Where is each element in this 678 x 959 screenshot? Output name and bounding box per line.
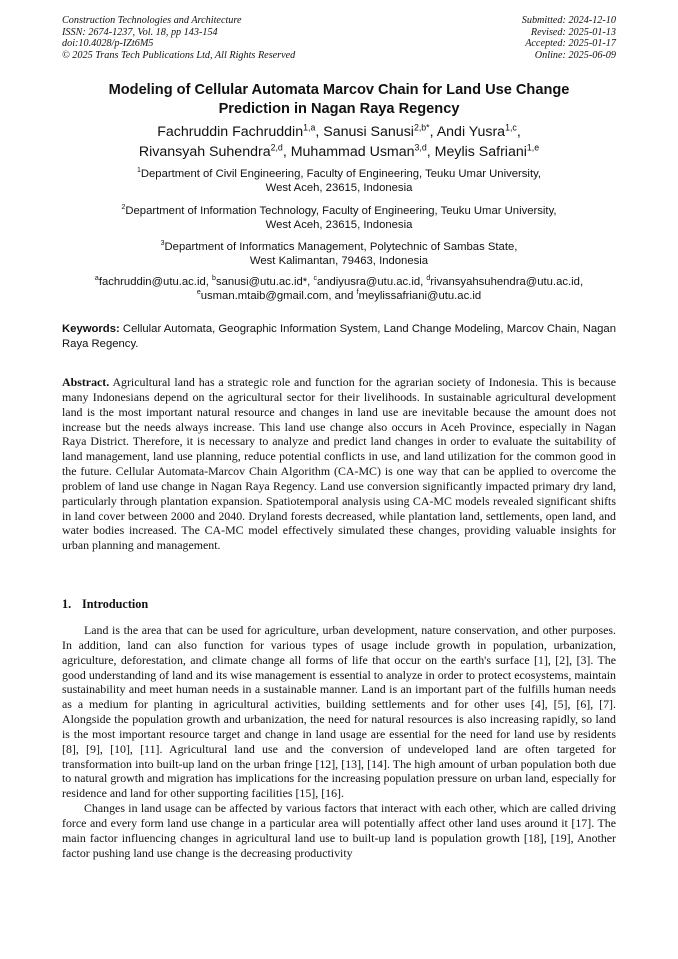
author-list xyxy=(62,123,616,162)
email-list: $^a$fachruddin@utu.ac.id, $^b$sanusi@utu.ac.id*, $^c$andiyusra@utu.ac.id, $^d$rivansyahsuhendra@utu.ac.id, $^e$usman.mtaib@gmail.com, and $^f$meylissafriani@utu.ac.id xyxy=(94,275,584,303)
affiliation-sup: 2 xyxy=(121,204,126,212)
email-address[interactable]: meylissafriani@utu.ac.id xyxy=(358,290,482,303)
email-address[interactable]: usman.mtaib@gmail.com xyxy=(200,290,329,303)
title-line: Modeling of Cellular Automata Marcov Chain for Land Use Change xyxy=(108,82,570,98)
author-name: Sanusi Sanusi xyxy=(323,124,414,140)
affiliation-text: Department of Civil Engineering, Faculty of Engineering, Teuku Umar University, xyxy=(140,168,542,180)
keywords-label: Keywords: xyxy=(62,323,120,335)
date-online: Online: 2025-06-09 xyxy=(534,49,616,61)
affiliation-text: West Kalimantan, 79463, Indonesia xyxy=(249,255,429,268)
journal-doi: doi:10.4028/p-IZt6M5 xyxy=(62,38,154,50)
journal-issn: ISSN: 2674-1237, Vol. 18, pp 143-154 xyxy=(62,26,218,38)
email-address[interactable]: andiyusra@utu.ac.id xyxy=(316,276,421,288)
email-address[interactable]: sanusi@utu.ac.id* xyxy=(215,276,308,288)
abstract xyxy=(62,375,616,553)
affiliation-sup: 1 xyxy=(136,167,141,175)
affiliation-text: West Aceh, 23615, Indonesia xyxy=(265,219,413,232)
abstract-label: Abstract. xyxy=(62,375,110,389)
author-name: Meylis Safriani xyxy=(434,143,527,160)
affiliation-text: Department of Informatics Management, Polytechnic of Sambas State, xyxy=(164,241,518,253)
journal-name: Construction Technologies and Architecture xyxy=(62,15,242,26)
date-accepted: Accepted: 2025-01-17 xyxy=(525,38,616,50)
email-sup: a xyxy=(94,275,99,283)
email-address[interactable]: rivansyahsuhendra@utu.ac.id xyxy=(430,276,580,288)
email-sup: e xyxy=(196,289,201,297)
email-sup: c xyxy=(313,275,317,283)
author-sup: 2,b* xyxy=(413,122,430,133)
author-sup: 3,d xyxy=(414,141,427,152)
affiliation-sup: 3 xyxy=(160,240,165,248)
email-address[interactable]: fachruddin@utu.ac.id xyxy=(98,276,206,288)
section-heading xyxy=(62,597,616,612)
affiliation xyxy=(62,167,616,195)
affiliation-text: West Aceh, 23615, Indonesia xyxy=(265,182,413,195)
email-sup: d xyxy=(426,275,431,283)
author-sup: 1,e xyxy=(526,141,540,152)
author-name: Muhammad Usman xyxy=(290,143,415,160)
date-submitted: Submitted: 2024-12-10 xyxy=(521,15,616,26)
email-sup: f xyxy=(356,289,359,297)
section-title: Introduction xyxy=(82,597,149,611)
author-name: Andi Yusra xyxy=(436,124,506,140)
keywords xyxy=(62,322,616,352)
article-dates xyxy=(522,15,616,61)
title-line: Prediction in Nagan Raya Regency xyxy=(218,100,460,117)
affiliation xyxy=(62,204,616,232)
author-line: Fachruddin Fachruddin$^{1,a}$, Sanusi Sanusi$^{2,b*}$, Andi Yusra$^{1,c}$, xyxy=(157,122,521,140)
abstract-text: Agricultural land has a strategic role and function for the agrarian society of Indonesia. This is because many Indonesians depend on the agricultural sector for their livelihoods. In sustainable agricultural development land is the most important natural resource and changes in land use are inevitable because the amount does not increase but the needs always increase. This land use change also occurs in Aceh Province, especially in Nagan Raya District. Therefore, it is necessary to analyze and predict land changes in order to evaluate the suitability of land management, land use planning, reduce potential conflicts in use, and land utilization for the common good in the future. Cellular Automata-Marcov Chain Algorithm (CA-MC) is one way that can be applied to overcome the problem of land use change in Nagan Raya Regency. Land use conversion significantly impacted primary dry land, particularly through plantation expansion. Spatiotemporal analysis using CA-MC models revealed significant shifts in land cover between 2000 and 2040. Dryland forests decreased, while plantation land, settlements, open land, and water bodies increased. The CA-MC model effectively simulated these changes, providing valuable insights for urban planning and management. xyxy=(62,375,616,553)
section-number: 1. xyxy=(62,597,72,611)
journal-info xyxy=(62,15,295,61)
journal-copyright: © 2025 Trans Tech Publications Ltd, All Rights Reserved xyxy=(62,49,296,61)
author-line: Rivansyah Suhendra$^{2,d}$, Muhammad Usman$^{3,d}$, Meylis Safriani$^{1,e}$ xyxy=(138,141,540,160)
paper-title xyxy=(62,81,616,118)
author-sup: 1,c xyxy=(505,122,517,133)
date-revised: Revised: 2025-01-13 xyxy=(530,26,616,38)
section-body xyxy=(62,623,616,861)
author-name: Fachruddin Fachruddin xyxy=(157,124,304,140)
keywords-text: Cellular Automata, Geographic Information System, Land Change Modeling, Marcov Chain, Nagan Raya Regency. xyxy=(62,323,617,350)
body-paragraph: Changes in land usage can be affected by various factors that interact with each other, which are called driving force and every form land use change in a particular area will potentially affect other land uses around it [17]. The main factor influencing changes in agricultural land use to built-up land is population growth [18], [19], Another factor pushing land use change is the decreasing productivity xyxy=(62,801,616,860)
author-sup: 1,a xyxy=(303,122,316,133)
author-name: Rivansyah Suhendra xyxy=(138,143,271,160)
body-paragraph: Land is the area that can be used for agriculture, urban development, nature conservation, and other purposes. In addition, land can also function for various types of usage include growth in population, urbanization, agriculture, deforestation, and climate change all forms of life that occur on the earth's surface [1], [2], [3]. The good understanding of land and its wise management is essential to analyze in order to protect ecosystems, maintain sustainability and meet human needs in a sustainable manner. Land is an important part of the fulfills human needs as a medium for planting in agricultural activities, building settlements and for other uses [4], [5], [6], [7]. Alongside the population growth and urbanization, the need for natural resources is also increasing rapidly, so land is the most important resource target and change in land usage are essential for the need for land use by residents [8], [9], [10], [11]. Agricultural land use and the conversion of undeveloped land are often targeted for transformation into built-up land on the urban fringe [12], [13], [14]. The high amount of urban population both due to natural growth and migration has implications for the increasing population pressure on urban land, especially for residence and land for other supporting facilities [15], [16]. xyxy=(62,623,616,801)
running-header xyxy=(62,15,616,61)
author-sup: 2,d xyxy=(270,141,283,152)
affiliation-text: Department of Information Technology, Faculty of Engineering, Teuku Umar University, xyxy=(125,205,557,217)
affiliation xyxy=(62,240,616,268)
email-sup: b xyxy=(212,275,216,283)
